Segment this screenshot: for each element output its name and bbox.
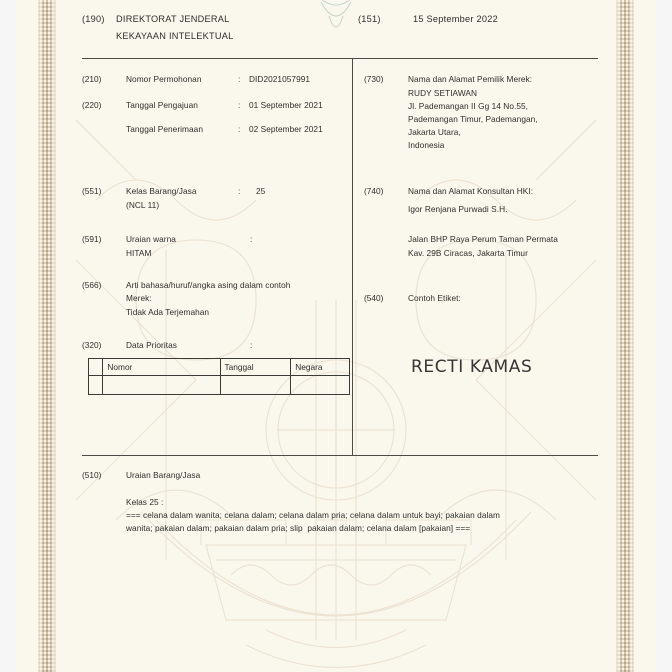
priority-code: (320) <box>82 340 102 350</box>
priority-data-table <box>88 358 350 395</box>
filing-date-code: (220) <box>82 100 102 110</box>
color-description-code: (591) <box>82 234 102 244</box>
class-sep: : <box>238 186 241 196</box>
header-office-line2: KEKAYAAN INTELEKTUAL <box>116 31 234 41</box>
priority-cell-negara <box>291 376 350 395</box>
filing-date-value: 01 September 2021 <box>249 100 323 110</box>
divider-vertical <box>352 58 353 456</box>
goods-services-description-line-1: === celana dalam wanita; celana dalam; celana dalam pria; celana dalam untuk bayi; pakaian dalam <box>126 510 501 520</box>
certificate-page <box>16 0 656 672</box>
owner-code: (730) <box>364 74 384 84</box>
trademark-sample-text: RECTI KAMAS <box>411 357 533 377</box>
application-number-code: (210) <box>82 74 102 84</box>
divider-top <box>82 58 598 59</box>
header-office-code: (190) <box>82 14 105 24</box>
owner-line-4: Jakarta Utara, <box>408 127 461 137</box>
table-row <box>89 376 350 395</box>
owner-line-3: Pademangan Timur, Pademangan, <box>408 114 538 124</box>
header-office-line1: DIREKTORAT JENDERAL <box>116 14 230 24</box>
label-sample-code: (540) <box>364 293 384 303</box>
priority-cell-tanggal <box>220 376 291 395</box>
color-description-label: Uraian warna <box>126 234 176 244</box>
translation-label-line1: Arti bahasa/huruf/angka asing dalam contoh <box>126 280 291 290</box>
priority-col-0 <box>89 359 103 376</box>
divider-bottom <box>82 455 598 456</box>
class-sublabel: (NCL 11) <box>126 200 160 210</box>
receipt-date-sep: : <box>238 124 241 134</box>
class-value: 25 <box>256 186 266 196</box>
consultant-code: (740) <box>364 186 384 196</box>
table-header-row <box>89 359 350 376</box>
owner-line-1: RUDY SETIAWAN <box>408 88 478 98</box>
color-description-value: HITAM <box>126 248 152 258</box>
filing-date-label: Tanggal Pengajuan <box>126 100 198 110</box>
receipt-date-value: 02 September 2021 <box>249 124 323 134</box>
priority-cell-0 <box>89 376 103 395</box>
goods-services-code: (510) <box>82 470 102 480</box>
filing-date-sep: : <box>238 100 241 110</box>
translation-label-line2: Merek: <box>126 293 152 303</box>
priority-sep: : <box>250 340 253 350</box>
translation-code: (566) <box>82 280 102 290</box>
consultant-address-line-1: Jalan BHP Raya Perum Taman Permata <box>408 234 558 244</box>
label-sample-label: Contoh Etiket: <box>408 293 461 303</box>
consultant-address-line-2: Kav. 29B Ciracas, Jakarta Timur <box>408 248 528 258</box>
application-number-label: Nomor Permohonan <box>126 74 202 84</box>
priority-col-nomor: Nomor <box>103 359 220 376</box>
application-number-value: DID2021057991 <box>249 74 311 84</box>
color-description-sep: : <box>250 234 253 244</box>
class-code: (551) <box>82 186 102 196</box>
owner-label: Nama dan Alamat Pemilik Merek: <box>408 74 533 84</box>
goods-services-label: Uraian Barang/Jasa <box>126 470 201 480</box>
priority-label: Data Prioritas <box>126 340 177 350</box>
consultant-name: Igor Renjana Purwadi S.H. <box>408 204 508 214</box>
owner-line-2: Jl. Pademangan II Gg 14 No.55, <box>408 101 529 111</box>
translation-value: Tidak Ada Terjemahan <box>126 307 210 317</box>
priority-col-negara: Negara <box>291 359 350 376</box>
application-number-sep: : <box>238 74 241 84</box>
class-label: Kelas Barang/Jasa <box>126 186 197 196</box>
consultant-label: Nama dan Alamat Konsultan HKI: <box>408 186 534 196</box>
header-date-code: (151) <box>358 14 381 24</box>
receipt-date-label: Tanggal Penerimaan <box>126 124 204 134</box>
owner-line-5: Indonesia <box>408 140 445 150</box>
goods-services-description-line-2: wanita; pakaian dalam; pakaian dalam pria; slip pakaian dalam; celana dalam [pakaian] === <box>126 523 471 533</box>
priority-col-tanggal: Tanggal <box>220 359 291 376</box>
header-date-value: 15 September 2022 <box>413 14 498 24</box>
priority-cell-nomor <box>103 376 220 395</box>
goods-services-class-line: Kelas 25 : <box>126 497 164 507</box>
